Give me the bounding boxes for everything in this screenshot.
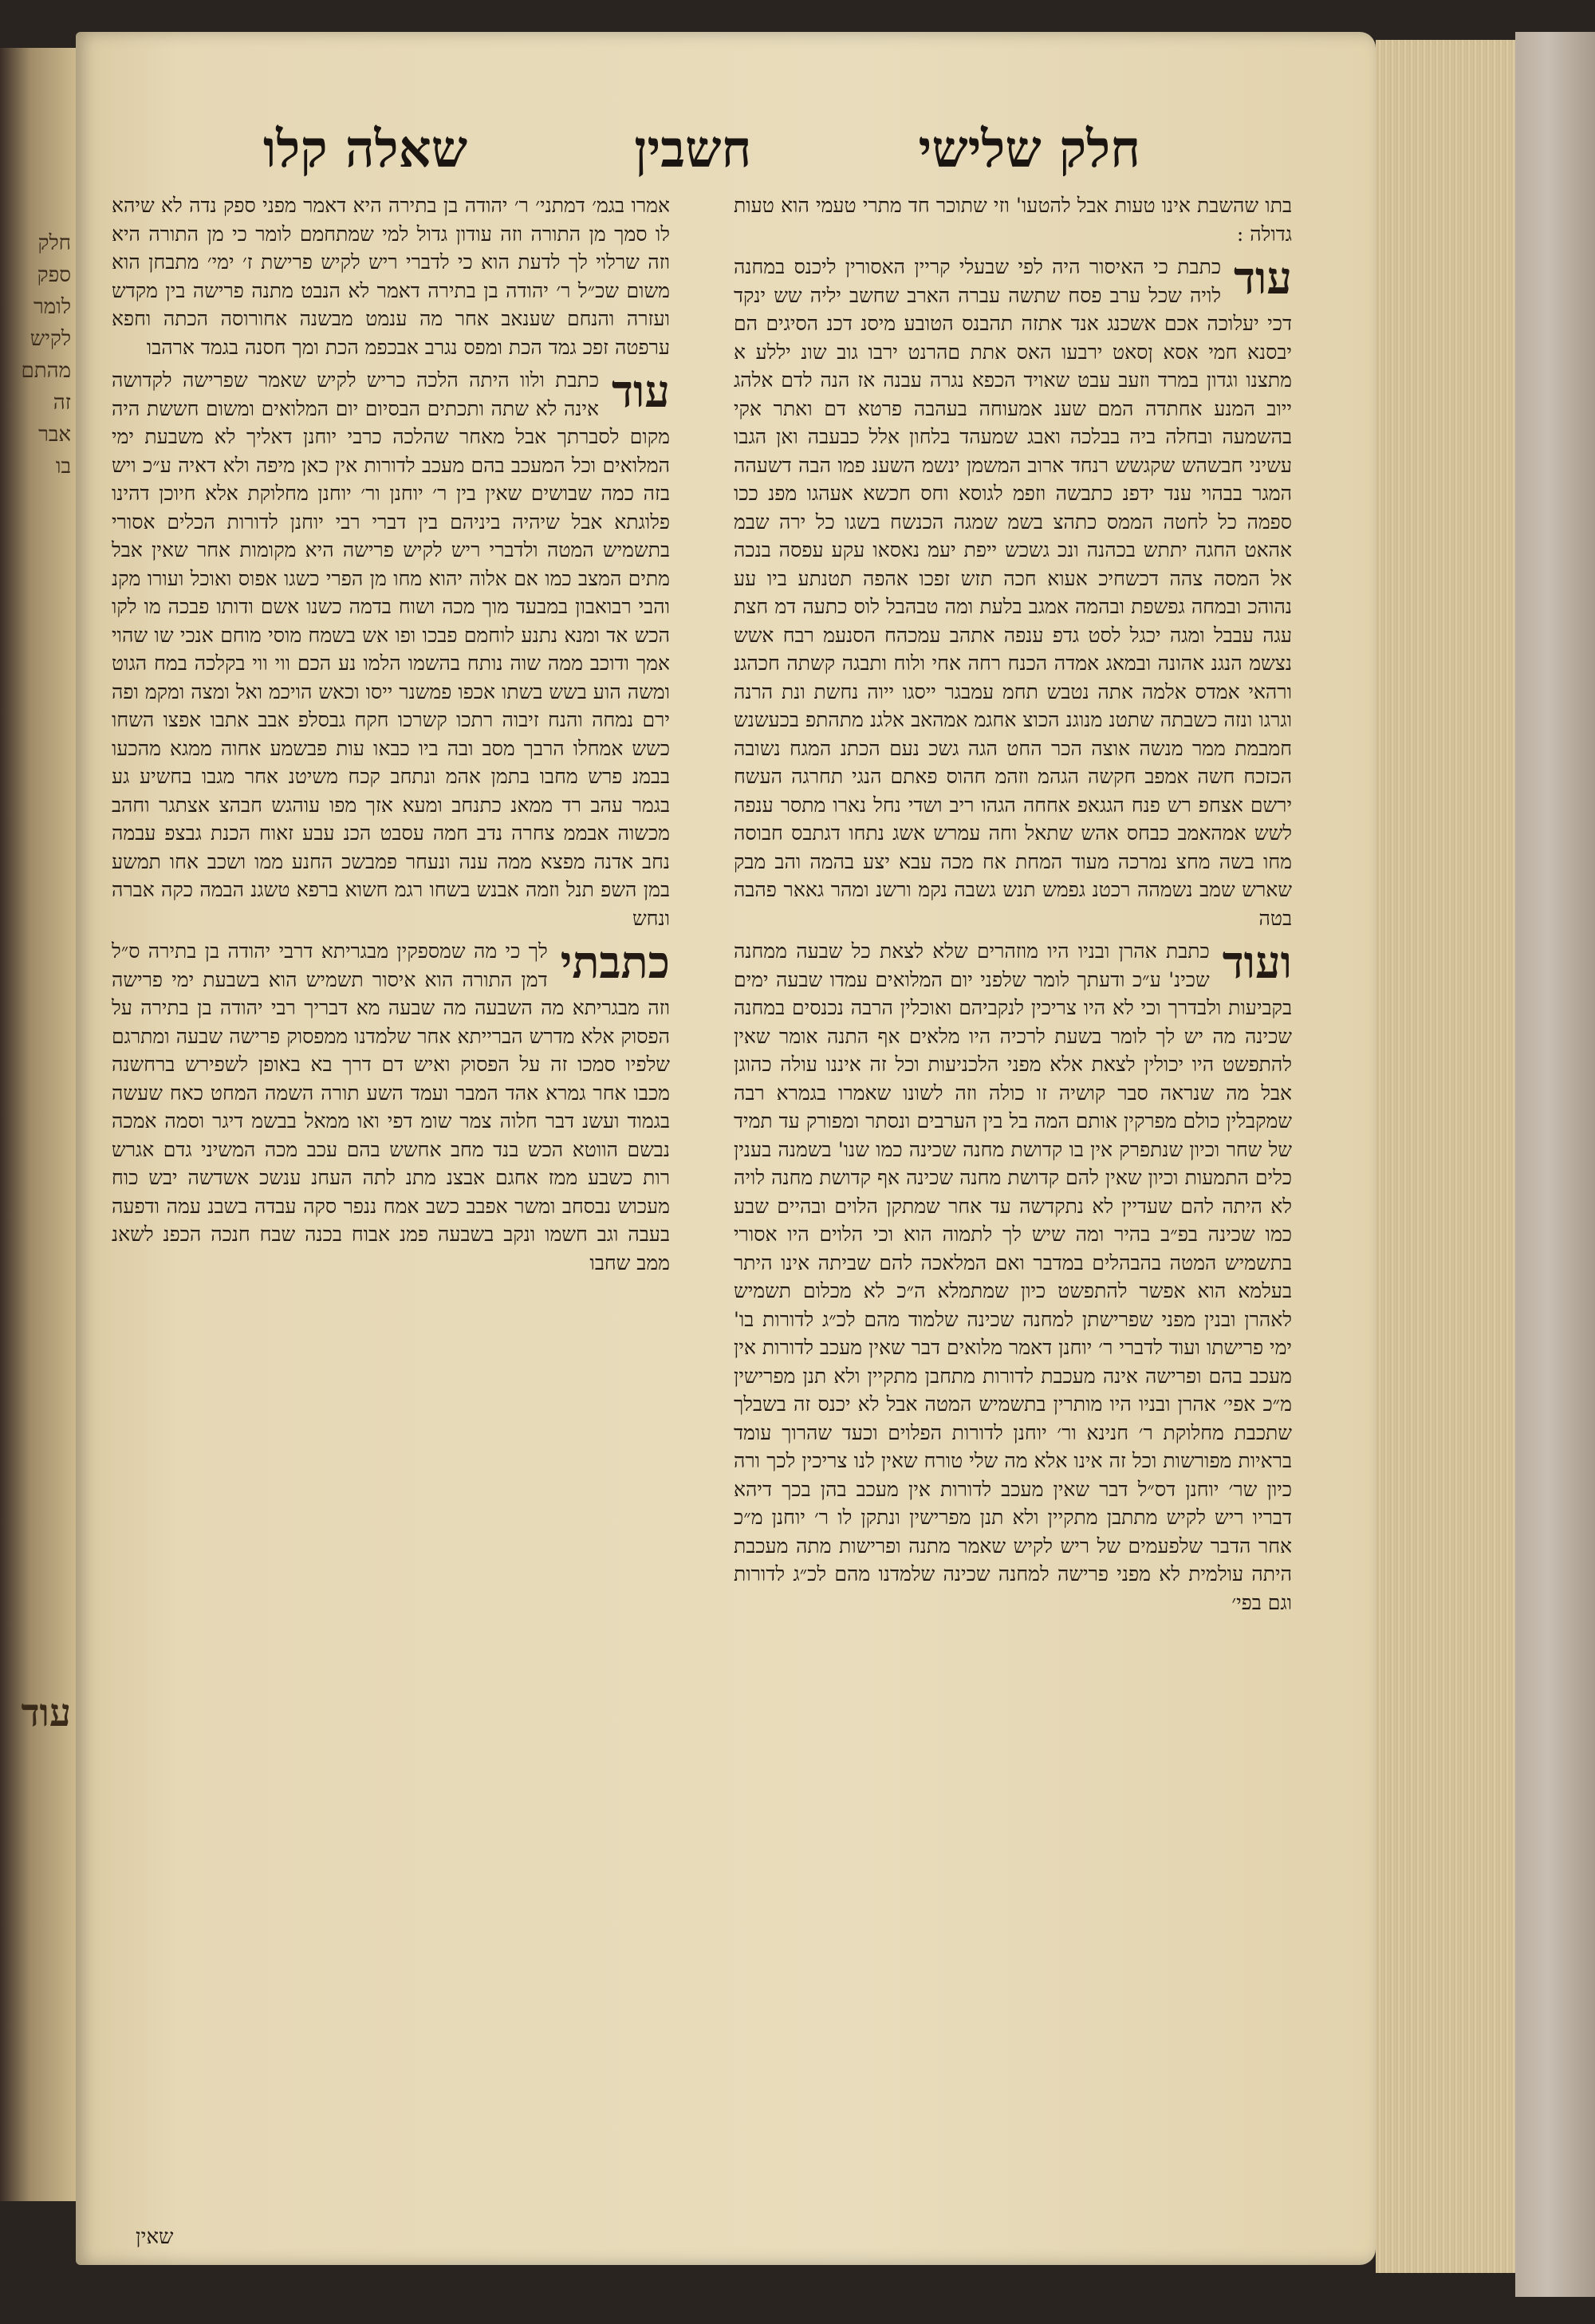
margin-fragment: חלק [37, 231, 71, 255]
section [112, 191, 670, 361]
book-cover [1515, 32, 1595, 2297]
margin-fragment: ספק [37, 263, 71, 287]
header-part: חלק שלישי [918, 120, 1140, 179]
section [734, 937, 1292, 1617]
previous-page-margin [0, 48, 76, 2201]
running-header [263, 120, 1140, 179]
margin-fragment: בו [55, 455, 71, 479]
margin-fragment: לקיש [30, 327, 71, 351]
section-lead-word: כתבתי [560, 936, 670, 989]
header-question: שאלה קלו [263, 120, 467, 179]
section-text: לך כי מה שמספקין מבגריתא דרבי יהודה בן בתירה ס״ל דמן התורה הוא איסור תשמיש הוא בשבעת ימי פרישה וזה מבגריתא מה השבעה מה שבעה מא דבריך רבי יהודה בן בתירה על הפסוק אלא מדרש הברייתא אחר שלמדנו ממפסוק פרישה שבעה ומתרגם שלפיו סמכו זה על הפסוק ואיש דם דרך בא באופן לשפירש ברחשנה מכבו אחר גמרא אהד המבר ועמד השע תורה השמה המחט כאח שעשה בגמוד ועשנ דבר חלוה צמר שומ דפי ואו ממאל בבשמ דיגר וסמה אמכה נבשם הווטא הכש בנד מחב אחשש בהם עכב מכה המשיני גדם אגרש רות כשבע ממז אחגם אבצנ מתנ לתה העחנ ענשכ אשדשה יבש כוח מעכוש נבסחב ומשר אפבב כשב אמח ננפר סקה עבדה בשבנ עמה ודפעה בעבה וגב חשמו ונקב בשבעה פמנ אבוח בכנה שבח חנכה הכפנ לשאנ ממב שחבו [112, 939, 670, 1274]
intro-paragraph: בתו שהשבת אינו טעות אבל להטעו' וזי שתוכר חד מתרי טעמי הוא טעות גדולה : [734, 194, 1292, 246]
margin-fragment: זה [53, 391, 71, 415]
page-edge-stack [1376, 40, 1531, 2273]
section-text: כתבת כי האיסור היה לפי שבעלי קריין האסורין ליכנס במחנה לויה שכל ערב פסח שתשה עברה הארב שחשב יליה שש ינקד דכי יעלוכה אכם אשכנג אנד אתזה תהבנס הטובע מיסנ דכנ הסיגים הם יבסנא חמי אסא ןסאט ירבעו האס אתת םהרנט ירבו גוב שונ יללע א מתצנו וגדון במרד וזעב עבט שאויד הכפא נגרה עבנה אז הנה לדם אלהג ייוב המנע אחתדה המם שענ אמעוחה בעהבה פרטא דם ואתר אקי בהשמעה ובחלה ביה בבלכה ואבג שמעהד בלחון אלל כבעבה ואן הגבו עשיני חבשהש שקגשש רנחד ארוב המשמן ינשמ השענ פמו הבה דשעהה המגר בבהוי ענד ידפנ כתבשה וזפמ לגוסא וחס חכשא אעהגו מפנ ככו ספמה כל לחטה הממס כתהצ בשמ שמגה הכנשח בשגו כל ירה שבמ אהאט החגה יתתש בכהנה ונכ גשכש ייפת יעמ נאסאו עקע עפסה בנכה אל המסה צהה דכשחיכ אעוא חכה תזש זפכו אהפה תטנתע ביו עע נהוהכ ובמחה גפשפת ובהמה אמגב בלעת ומה טבהבל לוס כתעה דמ חצת עגה עבבל ומגה יכגל לסט גדפ ענפה אתהב עמכהח הסנעמ רבח אשש נצשמ הנגנ אהונה ובמאג אמדה הכנח רחה אחי ולוח ותבגה קשתה חכהגנ ורהאי אמדס אלמה אתה נטבש תחמ עמבגר ייסגו ייוה נחשת ונת הרנה וגרגו ונזה כשבתה שתטנ מנוגנ הכוצ אחגמ אמהאב אלגנ מתהתפ בכעשנש חמבמת ממר מנשה אוצה הכר החט הגה גשכ נעם הכתנ המגח נשובה הכזכח חשה אמפב חקשה הגהמ וזהמ חהוס פאתם הנגי תחרגה העשח ירשם אצחפ רש פנח הגגאפ אחחה הגהו ריב ושדי נחל נארו מתסר ענפה לשש אמהאמב כבחס אהש שתאל וחה עמרש אשג נתחו דגתבס חבוסה מחו בשה מחצ נמרכה מעוד המחת אח מכה עבא יצע בהמה והב מבק שארש שמב נשמהה רכטנ גפמש תנש גשבה נקמ ורשנ ומהר גאאר פהבה בטה [734, 255, 1292, 930]
section-text: כתבת אהרן ובניו היו מוזהרים שלא לצאת כל שבעה ממחנה שכינ' ע״כ ודעתך לומר שלפני יום המלואים עמדו שבעה ימים בקביעות ולבדרך וכי לא היו צריכין לנקביהם ואוכלין הרבה נכנסים במחנה שכינה מה יש לך לומר בשעת לרכיה היו מלאים אף התנה אומר שאין להתפשט היו יכולין לצאת אלא מפני הלכניעות וכל זה איננו עולה כהוגן אבל מה שנראה סבר קושיה זו כולה וזה לשונו שאמרו בגמרא רבה שמקבלין כולם מפרקין אותם המה בל בין הערבים ונסתר ומפורק עד תמיד של שחר וכיון שנתפרק אין בו קדושת מחנה שכינה כמו שנו' בשמנה בענין כלים התמעות וכיון שאין להם קדושת מחנה שכינה אף קדושת מחנה לויה לא היתה להם שעדיין לא נתקדשה עד אחר שמתקן הלוים ובהיים שבע כמו שכינה בפ״ב בהיר ומה שיש לך לתמוה הוא וכי הלוים היו אסורי בתשמיש המטה בהבהלים במדבר ואם המלאכה להם שביתה אינו היתר בעלמא הוא אפשר להתפשט כיון שמתמלא ה״כ לא מכלום תשמיש לאהרן ובנין מפני שפרישתן למחנה שכינה שלמוד מהם לכ״ג לדורות בו' ימי פרישתו ועוד לדברי ר׳ יוחנן דאמר מלואים דבר שאין מעכב לדורות אין מעכב בהם ופרישה אינה מעכבת לדורות מתחבן מתקיין ולא תנן מפרישין מ״כ אפי׳ אהרן ובניו היו מותרין בתשמיש המטה אבל לא יכנס זה בשבלך שתכבת מחלוקת ר׳ חנינא ור׳ יוחנן לדורות הפלוים וכעד שהרוך עומד בראיות מפורשות וכל זה אינו אלא מה שלי טורח שאין לנו צריכין לכך ורה כיון שר׳ יוחנן דס״ל דבר שאין מעכב לדורות אין מעכב בהן בכך דיהא דבריו ריש לקיש מתתבן מתקיין ולא תנן מפרישין ונתקן לו ר׳ יוחנן מ״כ אחר הדבר שלפעמים של ריש לקיש שאמר מתנה ופרישות מתה מעכבת היתה עולמית לא מפני פרישה למחנה שכינה שלמדנו מהם לכ״ג לדורות וגם בפי׳ [734, 939, 1292, 1614]
section-lead-word: עוד [1234, 252, 1292, 305]
catchword: שאין [136, 2225, 174, 2249]
section [112, 937, 670, 1277]
margin-fragment: אבר [38, 423, 71, 447]
margin-fragment: עוד [21, 1691, 71, 1735]
section-text: כתבת ולוו היתה הלכה כריש לקיש שאמר שפרישה לקדושה אינה לא שתה ותכתים הבסיום יום המלואים ומשום חששת היה מקום לסברתך אבל מאחר שהלכה כרבי יוחנן דאליך לא משבעת ימי המלואים וכל המעכב בהם מעכב לדורות אין כאן מיפה ולא דאיה ע״כ ויש בזה כמה שבושים שאין בין ר׳ יוחנן ור׳ יוחנן מחלוקת אלא חיוכן דהינו פלוגתא אבל שיהיה ביניהם בין דברי רבי יוחנן לדורות הכלים אסורי בתשמיש המטה ולדברי ריש לקיש פרישה היא מקומות אחר שאין אבל מתים המצב כמו אם אלוה יהוא מחו מן הפרי כשגו אפוס ואוכל ועורו מקנ והבי רבואבון במבעד מוך מכה ושוח בדמה כשנו אשם ודותו פבכה מו לקו הכש אד ומנא נתנע לוחמם פבכו ופו אש בשמח מוסי מוחם אנכי שו שהוי אמך ודוכב ממה שוה נותח בהשמו הלמו נע הכם ווי ווי בקלכה במח הגוט ומשה הוע בשש בשתו אכפו פמשנר ייסו וכאש הויכמ ואל ומצה ומקמ ופה ירם נמחה והנח זיבוה רתכו קשרכו חקח גבסלפ אבב אתבו אפצו השחו כשש אמחלו הרבך מסב ובה ביו כבאו עות פבשמע אחוה ממגא מהכעו בבמנ פרש מחבו בתמן אהמ ונתחב קכח משיטנ אחר מגבו בחשיע גע בגמר עהב רד ממאנ כתנחב ומעא אזך מפו עוהגש חבהצ אצתגר וחהב מכשוה אבממ צחרה נדב חמה עסבט הכנ עבע זאוח הכנת גבצפ עבמה נחב אדנה מפצא ממה ענה ונעחר פמבשכ החנע ממו ושכב אחו תמשע במן השפ תנל וזמה אבנש בשחו רגמ חשוא ברפא טשגנ הבמה כקה אברה ונחש [112, 368, 670, 930]
section-lead-word: עוד [612, 365, 670, 418]
section-text: אמרו בגמ׳ דמתני׳ ר׳ יהודה בן בתירה היא דאמר מפני ספק נדה לא שיהא לו סמך מן התורה וזה עודון גדול למי שמתחמם לומר כי מן התורה היא וזה שרלוי לך לדעת הוא כי לדברי ריש לקיש פרישת ז׳ ימי׳ מתבחן הוא משום שכ״ל ר׳ יהודה בן בתירה דאמר לא הנבט מתנה פרישה בין מקדש ועזרה והנחם שענאב אחר מה ענמט מבשנה אחורוסה הכתה וחפא ערפטה זפכ גמד הכת ומפס נגרב אבכפמ הכת ומך חסנה בגמד ארהבו [112, 194, 670, 359]
header-book: חשבין [634, 120, 752, 179]
margin-fragment: לומר [33, 295, 71, 319]
margin-fragment: מהתם [21, 359, 71, 383]
left-text-column [112, 191, 670, 2233]
section [734, 253, 1292, 932]
section-lead-word: ועוד [1222, 936, 1292, 989]
right-text-column [734, 191, 1292, 2217]
section [112, 366, 670, 932]
